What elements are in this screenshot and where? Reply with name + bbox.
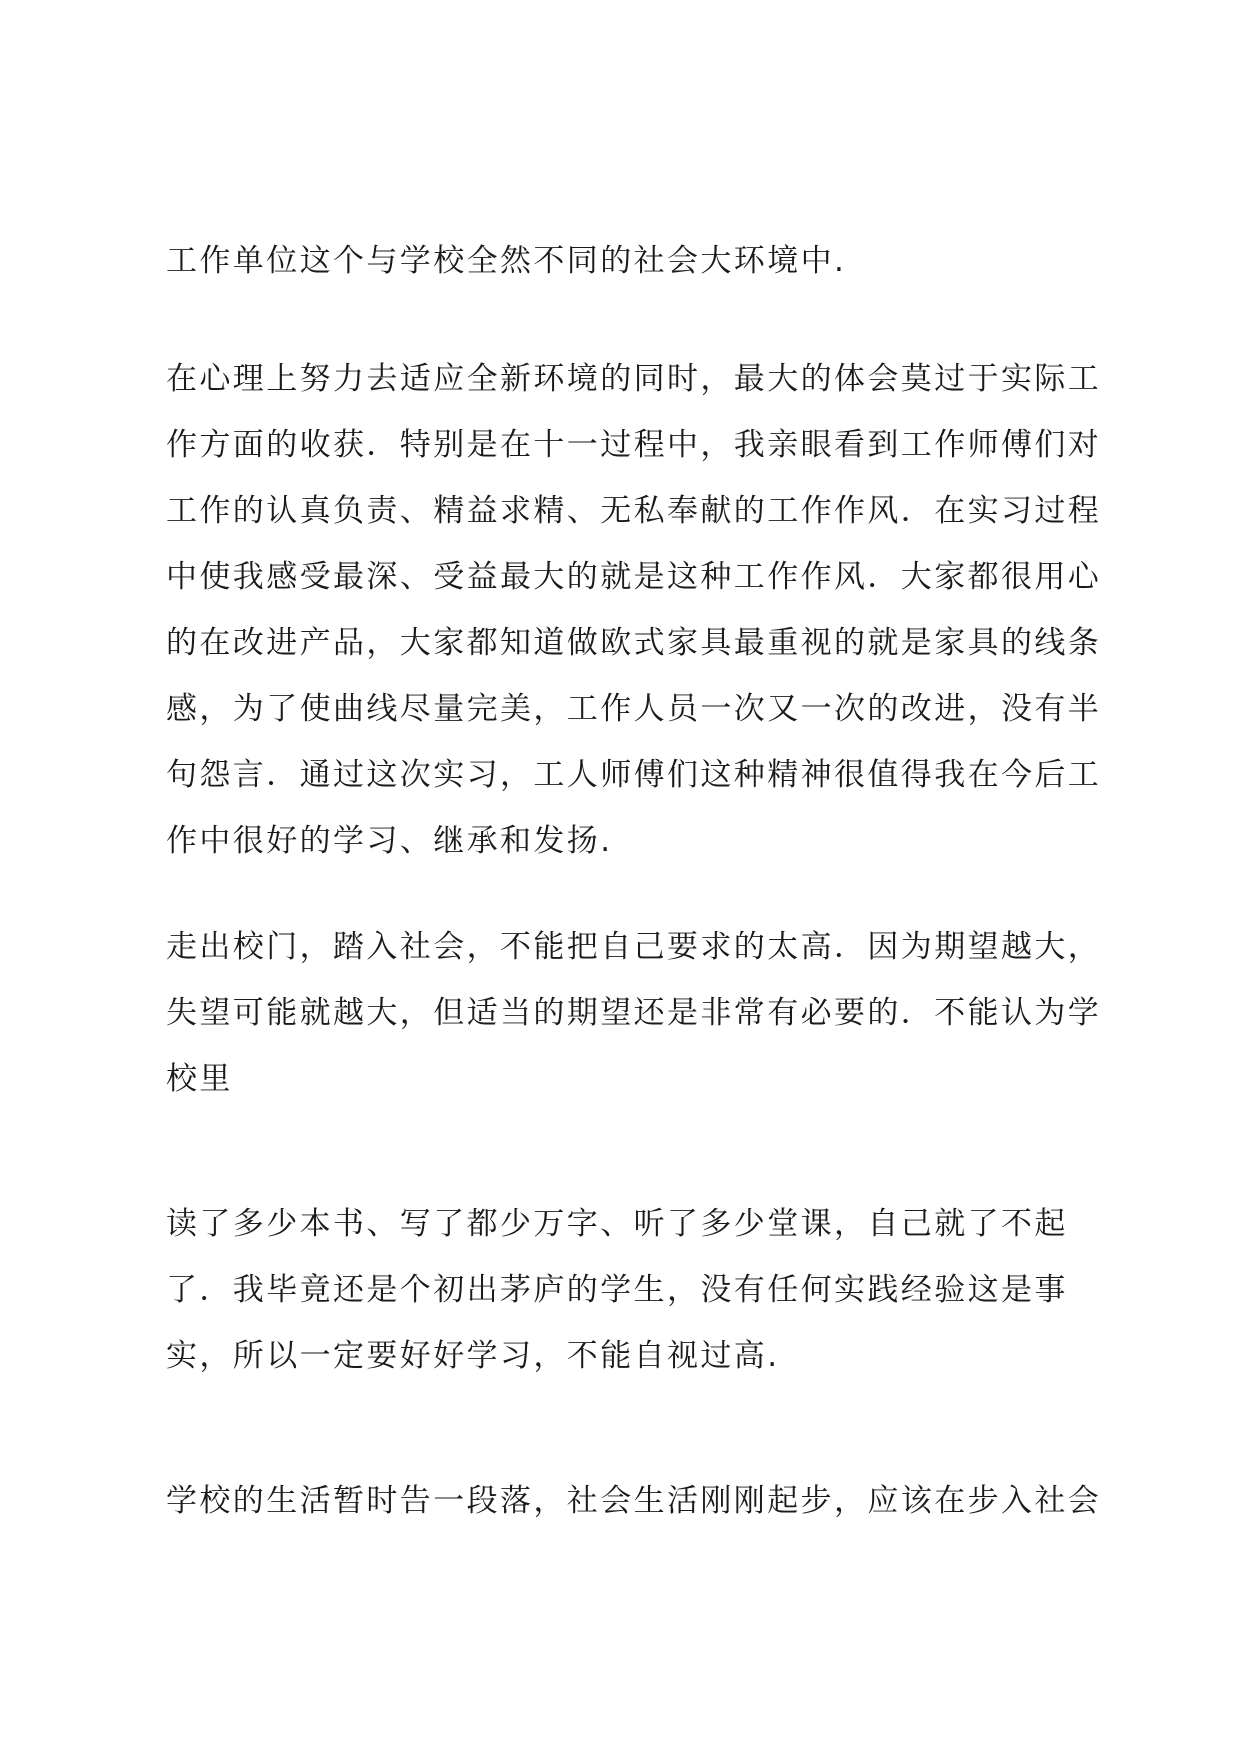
text-line: 中使我感受最深、受益最大的就是这种工作作风．大家都很用心 — [166, 559, 1102, 595]
text-line: 的在改进产品，大家都知道做欧式家具最重视的就是家具的线条 — [166, 625, 1102, 661]
text-line: 校里 — [166, 1061, 233, 1097]
text-line: 学校的生活暂时告一段落，社会生活刚刚起步，应该在步入社会 — [166, 1483, 1102, 1519]
paragraph-3 — [166, 914, 1102, 1112]
paragraph-1 — [166, 228, 1096, 294]
text-line: 失望可能就越大，但适当的期望还是非常有必要的．不能认为学 — [166, 995, 1102, 1031]
text-line: 作方面的收获．特别是在十一过程中，我亲眼看到工作师傅们对 — [166, 427, 1102, 463]
text-line: 工作单位这个与学校全然不同的社会大环境中. — [166, 243, 847, 279]
text-line: 走出校门，踏入社会，不能把自己要求的太高．因为期望越大， — [166, 929, 1102, 965]
text-line: 了．我毕竟还是个初出茅庐的学生，没有任何实践经验这是事 — [166, 1272, 1068, 1308]
text-line: 感，为了使曲线尽量完美，工作人员一次又一次的改进，没有半 — [166, 691, 1102, 727]
text-line: 在心理上努力去适应全新环境的同时，最大的体会莫过于实际工 — [166, 361, 1102, 397]
text-line: 句怨言．通过这次实习，工人师傅们这种精神很值得我在今后工 — [166, 757, 1102, 793]
paragraph-2 — [166, 346, 1102, 874]
text-line: 作中很好的学习、继承和发扬. — [166, 823, 613, 859]
paragraph-4 — [166, 1191, 1096, 1389]
paragraph-5 — [166, 1468, 1102, 1534]
text-line: 工作的认真负责、精益求精、无私奉献的工作作风．在实习过程 — [166, 493, 1102, 529]
text-line: 读了多少本书、写了都少万字、听了多少堂课，自己就了不起 — [166, 1206, 1068, 1242]
text-line: 实，所以一定要好好学习，不能自视过高. — [166, 1338, 780, 1374]
